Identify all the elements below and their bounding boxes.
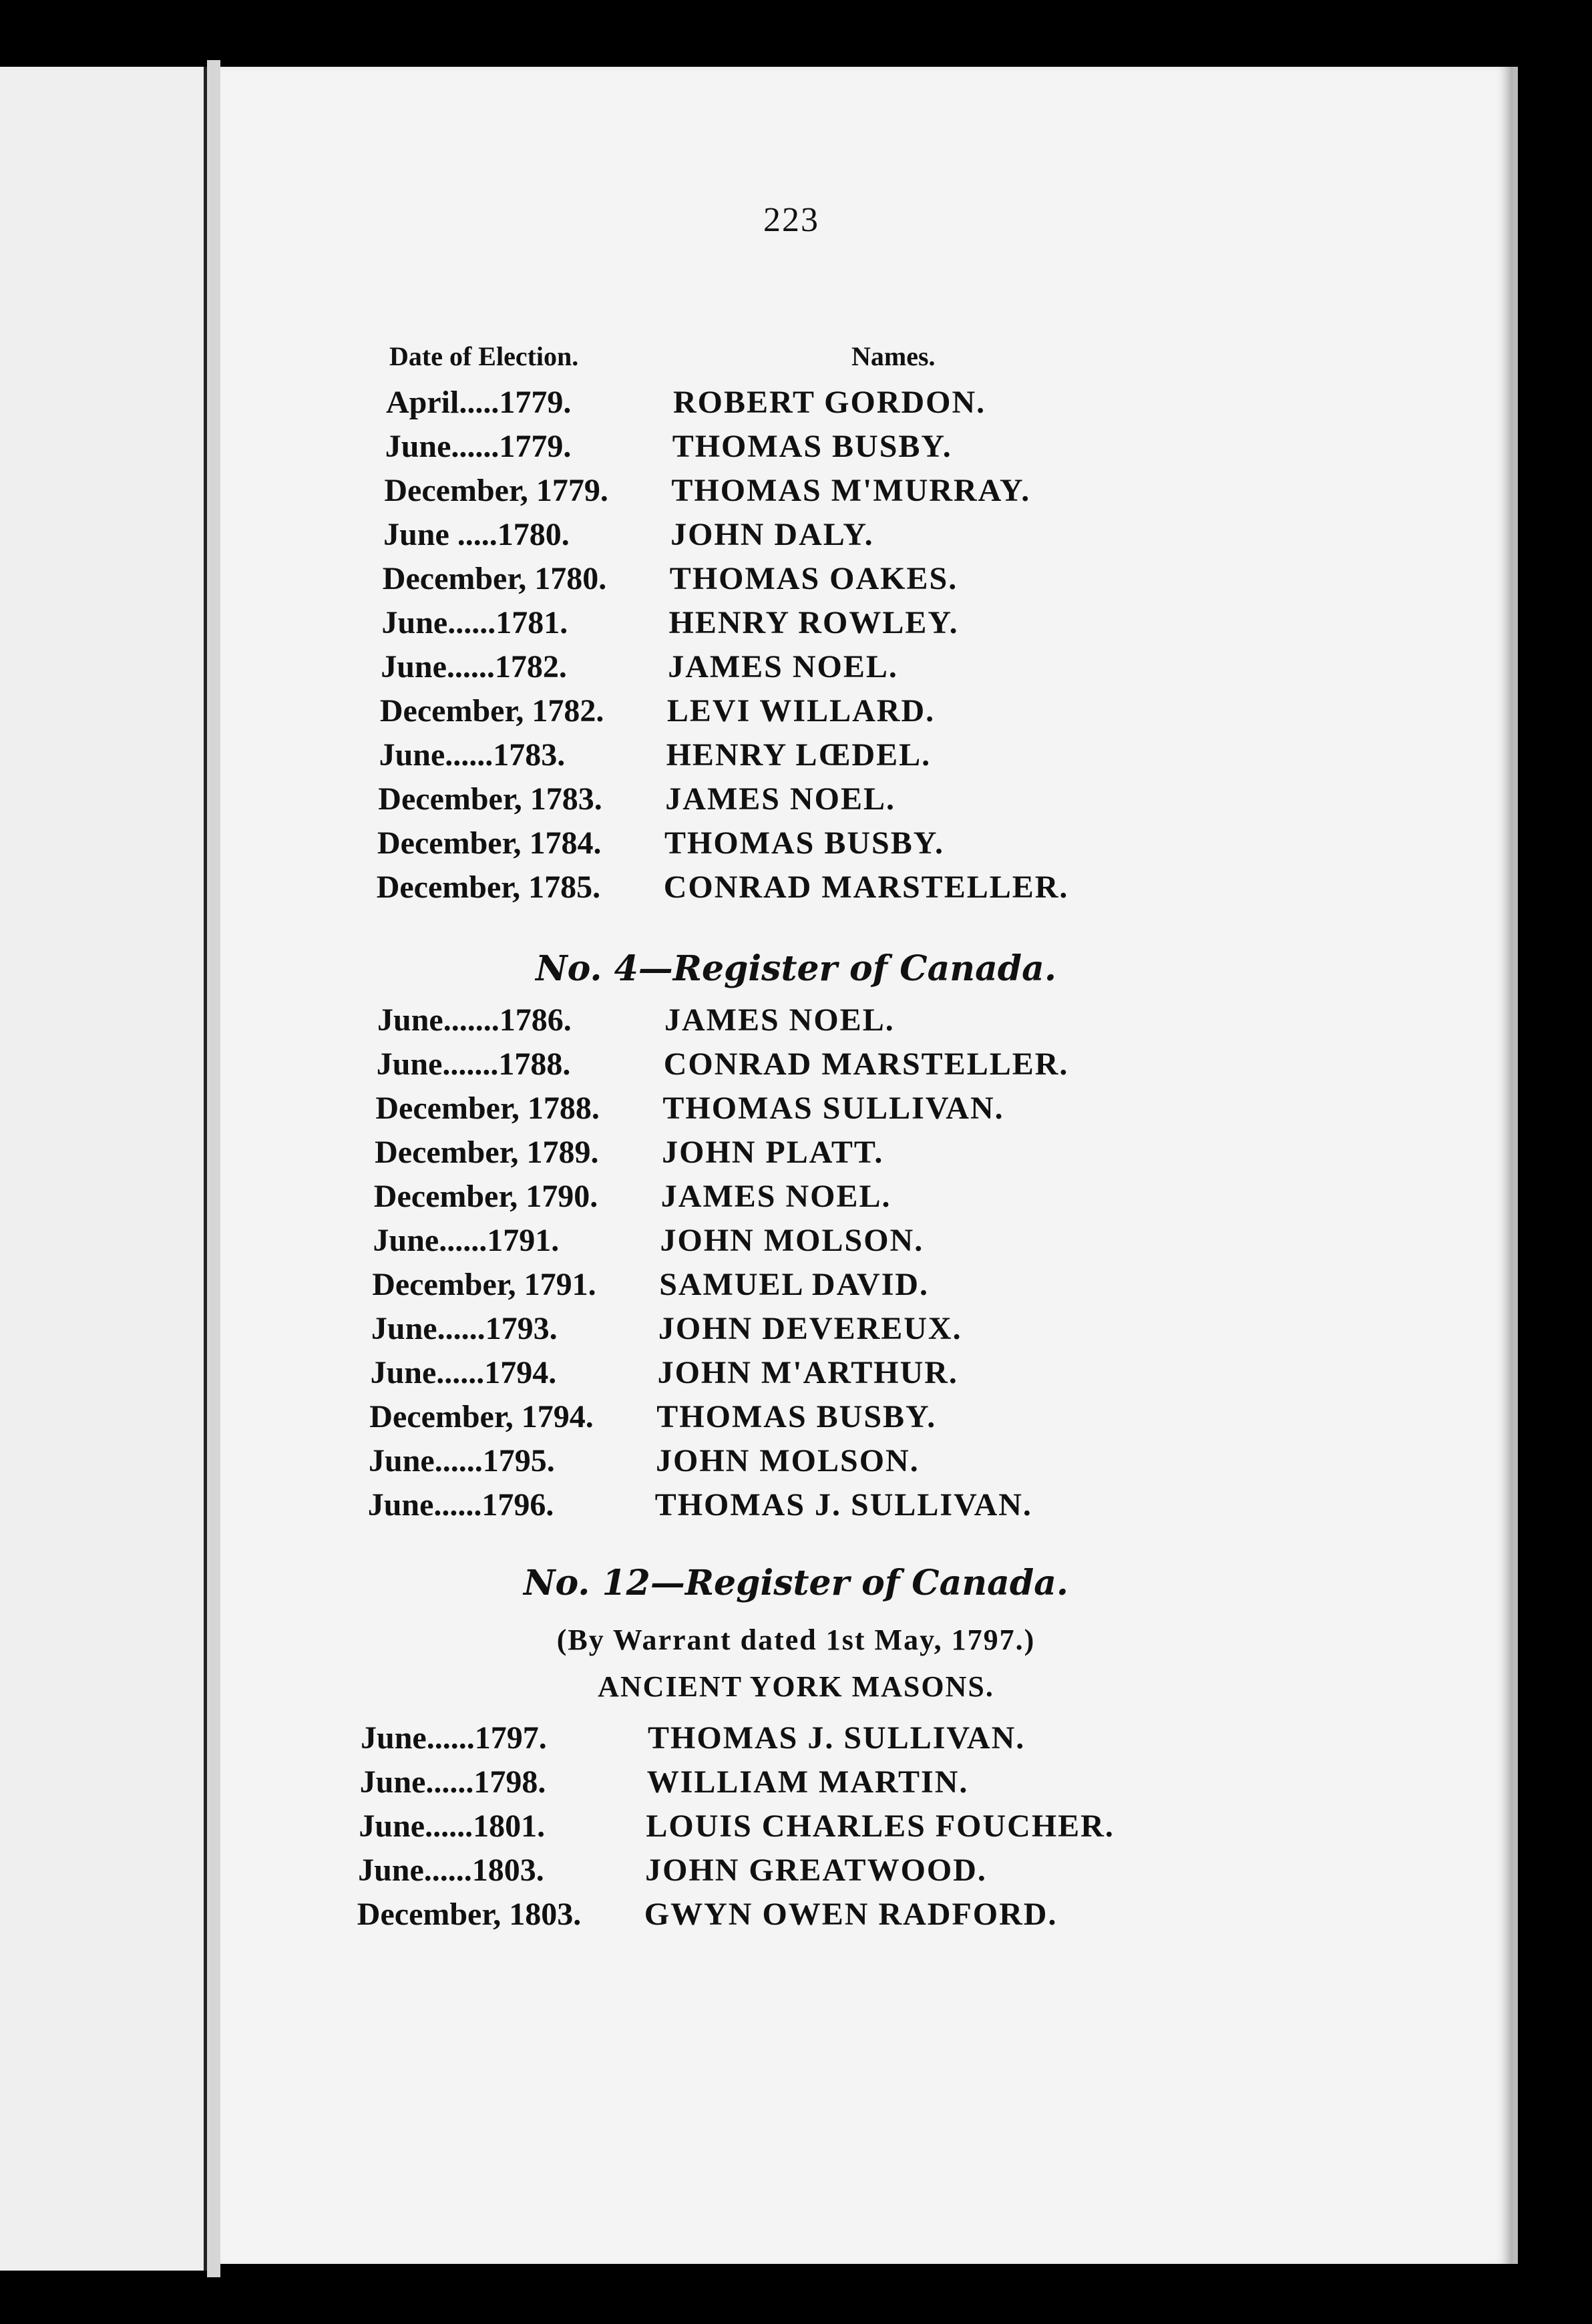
member-name: JOHN MOLSON. (656, 1443, 920, 1479)
election-date: June.......1788. (376, 1046, 571, 1082)
member-name: LOUIS CHARLES FOUCHER. (646, 1808, 1115, 1844)
election-date: June......1779. (385, 429, 572, 464)
facing-page (0, 67, 207, 2271)
election-date: June......1791. (373, 1223, 560, 1258)
member-name: HENRY LŒDEL. (666, 737, 932, 773)
election-date: June......1803. (358, 1853, 544, 1888)
election-date: December, 1791. (372, 1267, 596, 1302)
election-date: April.....1779. (386, 385, 572, 420)
election-date: June......1796. (367, 1487, 554, 1523)
member-name: THOMAS J. SULLIVAN. (654, 1487, 1032, 1523)
book-gutter (207, 60, 220, 2277)
election-date: December, 1790. (373, 1179, 598, 1214)
member-name: LEVI WILLARD. (666, 693, 936, 729)
member-name: JAMES NOEL. (664, 1002, 895, 1038)
column-header-date: Date of Election. (389, 341, 579, 371)
election-date: December, 1780. (382, 561, 607, 596)
member-name: JOHN PLATT. (662, 1135, 884, 1170)
member-name: CONRAD MARSTELLER. (663, 1046, 1069, 1082)
election-date: June......1798. (359, 1764, 546, 1800)
member-name: THOMAS M'MURRAY. (671, 473, 1031, 508)
member-name: ROBERT GORDON. (673, 385, 986, 420)
member-name: THOMAS OAKES. (669, 561, 958, 596)
election-date: June......1794. (370, 1355, 557, 1390)
member-name: WILLIAM MARTIN. (646, 1764, 969, 1800)
warrant-note: (By Warrant dated 1st May, 1797.) (556, 1623, 1036, 1656)
election-date: December, 1784. (377, 825, 602, 861)
member-name: JOHN DALY. (670, 517, 874, 552)
election-date: December, 1788. (375, 1091, 600, 1126)
member-name: THOMAS J. SULLIVAN. (648, 1720, 1026, 1756)
member-name: THOMAS BUSBY. (672, 429, 952, 464)
column-header-names: Names. (851, 341, 936, 371)
election-date: June.......1786. (377, 1002, 572, 1038)
member-name: JOHN DEVEREUX. (658, 1311, 962, 1346)
member-name: THOMAS BUSBY. (656, 1399, 937, 1434)
election-date: December, 1794. (369, 1399, 594, 1434)
section-3-heading: No. 12—Register of Canada. (523, 1563, 1069, 1603)
election-date: June......1783. (379, 737, 566, 773)
election-date: June......1797. (361, 1720, 547, 1756)
member-name: JAMES NOEL. (665, 781, 896, 817)
member-name: JOHN GREATWOOD. (645, 1853, 987, 1888)
page-number: 223 (763, 201, 819, 239)
member-name: JAMES NOEL. (660, 1179, 891, 1214)
member-name: THOMAS SULLIVAN. (662, 1091, 1004, 1126)
election-date: December, 1803. (357, 1897, 582, 1932)
election-date: December, 1789. (375, 1135, 599, 1170)
member-name: JAMES NOEL. (668, 649, 898, 685)
election-date: December, 1779. (384, 473, 608, 508)
section-2-heading: No. 4—Register of Canada. (536, 948, 1056, 989)
election-date: June......1782. (381, 649, 567, 685)
election-date: December, 1782. (379, 693, 604, 729)
election-date: June......1781. (381, 605, 568, 640)
member-name: THOMAS BUSBY. (664, 825, 944, 861)
member-name: HENRY ROWLEY. (668, 605, 959, 640)
election-date: December, 1783. (378, 781, 602, 817)
election-date: June......1795. (369, 1443, 555, 1479)
election-date: December, 1785. (376, 869, 601, 905)
member-name: GWYN OWEN RADFORD. (644, 1897, 1058, 1932)
section-3-subheading: ANCIENT YORK MASONS. (598, 1670, 994, 1703)
election-date: June .....1780. (383, 517, 570, 552)
member-name: SAMUEL DAVID. (659, 1267, 930, 1302)
member-name: JOHN MOLSON. (660, 1223, 924, 1258)
election-date: June......1801. (359, 1808, 546, 1844)
election-date: June......1793. (371, 1311, 558, 1346)
member-name: CONRAD MARSTELLER. (663, 869, 1069, 905)
member-name: JOHN M'ARTHUR. (657, 1355, 958, 1390)
